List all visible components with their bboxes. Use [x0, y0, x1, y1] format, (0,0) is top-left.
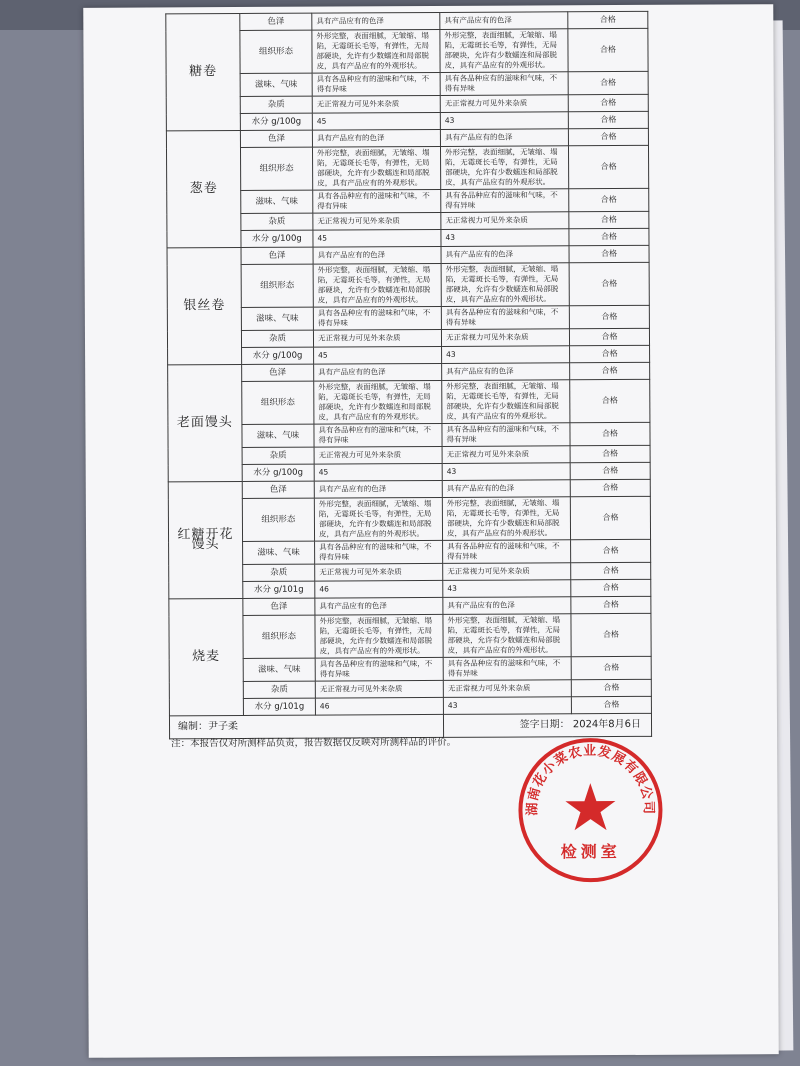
test-result-cell: 外形完整，表面细腻，无皱缩、塌陷，无霉斑长毛等，有弹性，无局部硬块，允许有少数蠕连和局部脱皮，具有产品应有的外观形状。: [443, 614, 571, 658]
standard-requirement-cell: 外形完整，表面细腻，无皱缩、塌陷，无霉斑长毛等，有弹性，无局部硬块，允许有少数蠕连和局部脱皮，具有产品应有的外观形状。: [312, 146, 440, 190]
test-item-cell: 杂质: [242, 447, 314, 464]
report-page: [83, 4, 778, 1058]
standard-requirement-cell: 45: [314, 346, 442, 364]
test-result-cell: 外形完整，表面细腻，无皱缩、塌陷，无霉斑长毛等，有弹性，无局部硬块，允许有少数蠕连和局部脱皮，具有产品应有的外观形状。: [442, 380, 570, 424]
test-item-cell: 组织形态: [242, 498, 314, 541]
standard-requirement-cell: 具有产品应有的色泽: [312, 12, 440, 30]
test-result-cell: 43: [441, 229, 569, 247]
test-item-cell: 色泽: [240, 130, 312, 147]
standard-requirement-cell: 具有产品应有的色泽: [312, 129, 440, 147]
verdict-cell: 合格: [571, 656, 651, 679]
verdict-cell: 合格: [568, 128, 648, 145]
test-result-cell: 具有各品种应有的滋味和气味，不得有异味: [443, 540, 571, 564]
test-result-cell: 43: [443, 697, 571, 715]
standard-requirement-cell: 具有产品应有的色泽: [314, 363, 442, 381]
verdict-cell: 合格: [568, 111, 648, 128]
standard-requirement-cell: 46: [315, 580, 443, 598]
test-result-cell: 无正常视力可见外来杂质: [442, 446, 570, 464]
verdict-cell: 合格: [568, 145, 648, 188]
test-item-cell: 滋味、气味: [241, 190, 313, 213]
standard-requirement-cell: 45: [314, 463, 442, 481]
test-item-cell: 滋味、气味: [241, 307, 313, 330]
sign-date-label: 签字日期： 2024年8月6日: [443, 713, 651, 737]
test-item-cell: 组织形态: [240, 30, 312, 73]
verdict-cell: 合格: [570, 422, 650, 445]
verdict-cell: 合格: [571, 562, 651, 579]
test-item-cell: 组织形态: [240, 147, 312, 190]
standard-requirement-cell: 外形完整，表面细腻，无皱缩、塌陷，无霉斑长毛等，有弹性，无局部硬块，允许有少数蠕连和局部脱皮，具有产品应有的外观形状。: [314, 497, 442, 541]
test-result-cell: 具有产品应有的色泽: [443, 597, 571, 615]
verdict-cell: 合格: [569, 228, 649, 245]
standard-requirement-cell: 无正常视力可见外来杂质: [312, 95, 440, 113]
test-item-cell: 组织形态: [241, 264, 313, 307]
standard-requirement-cell: 46: [315, 697, 443, 715]
test-result-cell: 外形完整，表面细腻，无皱缩、塌陷，无霉斑长毛等，有弹性，无局部硬块，允许有少数蠕连和局部脱皮，具有产品应有的外观形状。: [440, 146, 568, 190]
standard-requirement-cell: 具有各品种应有的滋味和气味，不得有异味: [313, 189, 441, 213]
test-result-cell: 无正常视力可见外来杂质: [443, 680, 571, 698]
standard-requirement-cell: 45: [312, 112, 440, 130]
test-result-cell: 具有各品种应有的滋味和气味，不得有异味: [442, 423, 570, 447]
verdict-cell: 合格: [571, 539, 651, 562]
product-name-cell: 红糖开花馒头: [168, 481, 243, 598]
standard-requirement-cell: 无正常视力可见外来杂质: [315, 680, 443, 698]
test-result-cell: 无正常视力可见外来杂质: [440, 95, 568, 113]
test-result-cell: 外形完整，表面细腻，无皱缩、塌陷，无霉斑长毛等，有弹性，无局部硬块，允许有少数蠕连和局部脱皮，具有产品应有的外观形状。: [441, 263, 569, 307]
test-item-cell: 滋味、气味: [243, 658, 315, 681]
standard-requirement-cell: 无正常视力可见外来杂质: [314, 446, 442, 464]
standard-requirement-cell: 外形完整，表面细腻，无皱缩、塌陷，无霉斑长毛等，有弹性，无局部硬块，允许有少数蠕连和局部脱皮，具有产品应有的外观形状。: [312, 29, 440, 73]
test-result-cell: 具有产品应有的色泽: [440, 12, 568, 30]
test-result-cell: 43: [442, 463, 570, 481]
test-item-cell: 色泽: [243, 598, 315, 615]
test-item-cell: 色泽: [241, 247, 313, 264]
standard-requirement-cell: 无正常视力可见外来杂质: [313, 329, 441, 347]
seal-company-name: 湖南花小菜农业发展有限公司: [525, 743, 656, 816]
company-seal-stamp: [515, 735, 666, 886]
verdict-cell: 合格: [569, 211, 649, 228]
test-result-cell: 外形完整，表面细腻，无皱缩、塌陷，无霉斑长毛等，有弹性，无局部硬块，允许有少数蠕连和局部脱皮，具有产品应有的外观形状。: [440, 29, 568, 73]
test-item-cell: 杂质: [243, 681, 315, 698]
standard-requirement-cell: 无正常视力可见外来杂质: [315, 563, 443, 581]
standard-requirement-cell: 外形完整，表面细腻，无皱缩、塌陷，无霉斑长毛等，有弹性，无局部硬块，允许有少数蠕连和局部脱皮，具有产品应有的外观形状。: [313, 263, 441, 307]
test-result-cell: 具有各品种应有的滋味和气味，不得有异味: [441, 189, 569, 213]
verdict-cell: 合格: [568, 94, 648, 111]
test-item-cell: 水分 g/101g: [243, 581, 315, 598]
standard-requirement-cell: 具有产品应有的色泽: [314, 480, 442, 498]
verdict-cell: 合格: [568, 11, 648, 28]
test-result-cell: 无正常视力可见外来杂质: [441, 329, 569, 347]
standard-requirement-cell: 无正常视力可见外来杂质: [313, 212, 441, 230]
standard-requirement-cell: 具有各品种应有的滋味和气味，不得有异味: [314, 423, 442, 447]
seal-star-icon: [565, 783, 615, 830]
product-name-cell: 糖卷: [166, 13, 241, 130]
verdict-cell: 合格: [569, 245, 649, 262]
inspection-table: [165, 11, 652, 740]
verdict-cell: 合格: [569, 188, 649, 211]
verdict-cell: 合格: [571, 613, 651, 656]
verdict-cell: 合格: [570, 345, 650, 362]
verdict-cell: 合格: [569, 262, 649, 305]
test-item-cell: 色泽: [242, 481, 314, 498]
test-item-cell: 色泽: [242, 364, 314, 381]
test-result-cell: 43: [443, 580, 571, 598]
verdict-cell: 合格: [570, 479, 650, 496]
product-name-cell: 葱卷: [166, 130, 241, 247]
editor-label: 编制：尹子柔: [169, 714, 443, 738]
verdict-cell: 合格: [570, 379, 650, 422]
test-item-cell: 杂质: [241, 213, 313, 230]
test-item-cell: 色泽: [240, 13, 312, 30]
verdict-cell: 合格: [570, 362, 650, 379]
verdict-cell: 合格: [569, 328, 649, 345]
verdict-cell: 合格: [571, 679, 651, 696]
test-result-cell: 具有产品应有的色泽: [440, 129, 568, 147]
verdict-cell: 合格: [571, 596, 651, 613]
test-item-cell: 杂质: [240, 96, 312, 113]
verdict-cell: 合格: [571, 696, 651, 713]
verdict-cell: 合格: [568, 28, 648, 71]
standard-requirement-cell: 具有各品种应有的滋味和气味，不得有异味: [313, 306, 441, 330]
standard-requirement-cell: 具有产品应有的色泽: [315, 597, 443, 615]
test-result-cell: 外形完整，表面细腻，无皱缩、塌陷，无霉斑长毛等，有弹性，无局部硬块，允许有少数蠕连和局部脱皮，具有产品应有的外观形状。: [442, 497, 570, 541]
seal-department-name: 检测室: [560, 842, 621, 862]
test-result-cell: 具有产品应有的色泽: [441, 246, 569, 264]
test-item-cell: 滋味、气味: [242, 424, 314, 447]
test-result-cell: 具有产品应有的色泽: [442, 363, 570, 381]
verdict-cell: 合格: [570, 445, 650, 462]
verdict-cell: 合格: [570, 496, 650, 539]
standard-requirement-cell: 具有各品种应有的滋味和气味，不得有异味: [315, 657, 443, 681]
product-name-cell: 银丝卷: [167, 247, 242, 364]
test-item-cell: 滋味、气味: [240, 73, 312, 96]
verdict-cell: 合格: [569, 305, 649, 328]
product-name-cell: 烧麦: [169, 598, 244, 715]
test-item-cell: 滋味、气味: [243, 541, 315, 564]
test-result-cell: 具有各品种应有的滋味和气味，不得有异味: [440, 72, 568, 96]
test-item-cell: 水分 g/100g: [242, 347, 314, 364]
verdict-cell: 合格: [571, 579, 651, 596]
verdict-cell: 合格: [570, 462, 650, 479]
test-result-cell: 具有各品种应有的滋味和气味，不得有异味: [443, 657, 571, 681]
test-result-cell: 无正常视力可见外来杂质: [443, 563, 571, 581]
standard-requirement-cell: 外形完整，表面细腻，无皱缩、塌陷，无霉斑长毛等，有弹性，无局部硬块，允许有少数蠕连和局部脱皮，具有产品应有的外观形状。: [315, 614, 443, 658]
test-item-cell: 杂质: [241, 330, 313, 347]
report-note: 注：本报告仅对所测样品负责，报告数据仅反映对所测样品的评价。: [171, 736, 457, 750]
test-item-cell: 水分 g/100g: [241, 230, 313, 247]
test-result-cell: 43: [442, 346, 570, 364]
test-result-cell: 无正常视力可见外来杂质: [441, 212, 569, 230]
test-result-cell: 具有产品应有的色泽: [442, 480, 570, 498]
standard-requirement-cell: 45: [313, 229, 441, 247]
standard-requirement-cell: 具有产品应有的色泽: [313, 246, 441, 264]
test-result-cell: 43: [440, 112, 568, 130]
test-item-cell: 组织形态: [243, 615, 315, 658]
test-item-cell: 水分 g/100g: [242, 464, 314, 481]
standard-requirement-cell: 具有各品种应有的滋味和气味，不得有异味: [312, 72, 440, 96]
standard-requirement-cell: 具有各品种应有的滋味和气味，不得有异味: [315, 540, 443, 564]
test-item-cell: 水分 g/100g: [240, 113, 312, 130]
test-item-cell: 组织形态: [242, 381, 314, 424]
verdict-cell: 合格: [568, 71, 648, 94]
standard-requirement-cell: 外形完整，表面细腻，无皱缩、塌陷，无霉斑长毛等，有弹性，无局部硬块，允许有少数蠕连和局部脱皮，具有产品应有的外观形状。: [314, 380, 442, 424]
test-item-cell: 水分 g/101g: [243, 698, 315, 715]
test-item-cell: 杂质: [243, 564, 315, 581]
test-result-cell: 具有各品种应有的滋味和气味，不得有异味: [441, 306, 569, 330]
product-name-cell: 老面馒头: [168, 364, 243, 481]
